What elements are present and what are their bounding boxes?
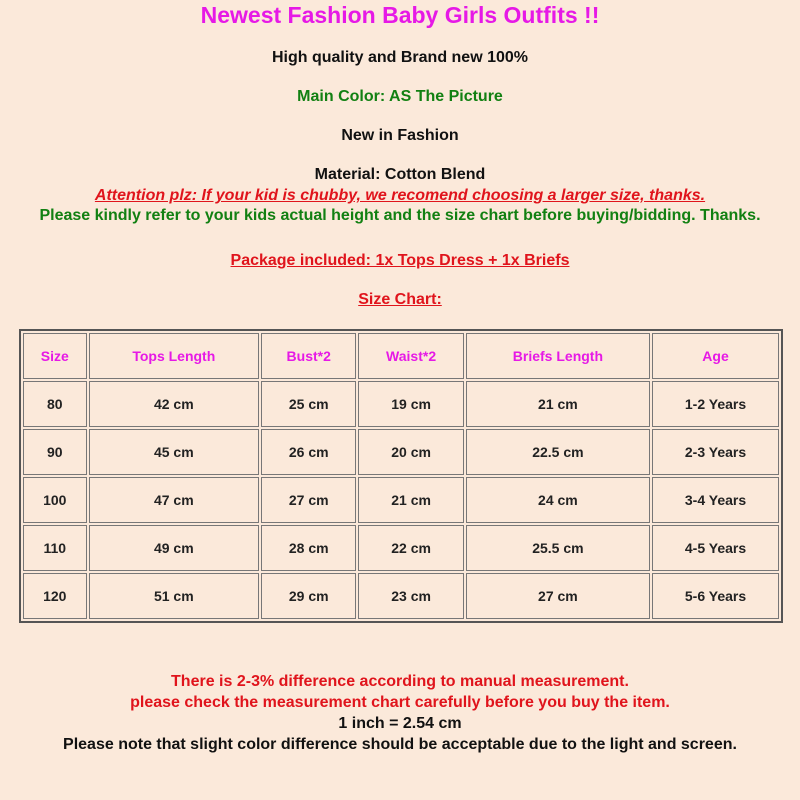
table-row xyxy=(23,477,779,523)
table-cell: 47 cm xyxy=(89,477,259,523)
table-cell: 80 xyxy=(23,381,87,427)
table-cell: 23 cm xyxy=(358,573,463,619)
table-cell: 120 xyxy=(23,573,87,619)
table-cell: 19 cm xyxy=(358,381,463,427)
table-cell: 27 cm xyxy=(466,573,650,619)
table-header-row xyxy=(23,333,779,379)
quality-line: High quality and Brand new 100% xyxy=(271,49,529,66)
table-header-cell: Bust*2 xyxy=(261,333,356,379)
table-cell: 45 cm xyxy=(89,429,259,475)
table-cell: 20 cm xyxy=(358,429,463,475)
table-row xyxy=(23,381,779,427)
table-cell: 110 xyxy=(23,525,87,571)
table-cell: 21 cm xyxy=(358,477,463,523)
main-color-line: Main Color: AS The Picture xyxy=(297,88,503,105)
table-cell: 25.5 cm xyxy=(466,525,650,571)
table-cell: 21 cm xyxy=(466,381,650,427)
table-cell: 3-4 Years xyxy=(652,477,779,523)
page-title: Newest Fashion Baby Girls Outfits !! xyxy=(200,2,600,28)
check-chart-note: please check the measurement chart carefully before you buy the item. xyxy=(130,694,670,711)
table-cell: 22.5 cm xyxy=(466,429,650,475)
table-header-cell: Age xyxy=(652,333,779,379)
table-cell: 4-5 Years xyxy=(652,525,779,571)
size-chart-heading: Size Chart: xyxy=(358,291,442,308)
table-cell: 26 cm xyxy=(261,429,356,475)
material-line: Material: Cotton Blend xyxy=(314,166,486,183)
table-row xyxy=(23,525,779,571)
table-header-cell: Briefs Length xyxy=(466,333,650,379)
table-row xyxy=(23,573,779,619)
table-cell: 28 cm xyxy=(261,525,356,571)
table-cell: 51 cm xyxy=(89,573,259,619)
table-cell: 29 cm xyxy=(261,573,356,619)
table-header-cell: Size xyxy=(23,333,87,379)
table-cell: 24 cm xyxy=(466,477,650,523)
table-cell: 42 cm xyxy=(89,381,259,427)
size-chart-table xyxy=(19,329,783,623)
table-header-cell: Waist*2 xyxy=(358,333,463,379)
table-cell: 5-6 Years xyxy=(652,573,779,619)
table-cell: 27 cm xyxy=(261,477,356,523)
table-cell: 49 cm xyxy=(89,525,259,571)
table-row xyxy=(23,429,779,475)
package-line: Package included: 1x Tops Dress + 1x Briefs xyxy=(230,252,570,269)
table-cell: 22 cm xyxy=(358,525,463,571)
table-cell: 90 xyxy=(23,429,87,475)
inch-conversion: 1 inch = 2.54 cm xyxy=(338,715,462,732)
table-cell: 100 xyxy=(23,477,87,523)
table-cell: 2-3 Years xyxy=(652,429,779,475)
table-header-cell: Tops Length xyxy=(89,333,259,379)
table-cell: 25 cm xyxy=(261,381,356,427)
measurement-difference-note: There is 2-3% difference according to manual measurement. xyxy=(171,673,629,690)
attention-note: Attention plz: If your kid is chubby, we recomend choosing a larger size, thanks. xyxy=(94,187,706,204)
refer-note: Please kindly refer to your kids actual height and the size chart before buying/bidding. Thanks. xyxy=(39,207,761,224)
table-cell: 1-2 Years xyxy=(652,381,779,427)
fashion-line: New in Fashion xyxy=(341,127,459,144)
color-difference-note: Please note that slight color difference should be acceptable due to the light and screen. xyxy=(63,736,737,753)
